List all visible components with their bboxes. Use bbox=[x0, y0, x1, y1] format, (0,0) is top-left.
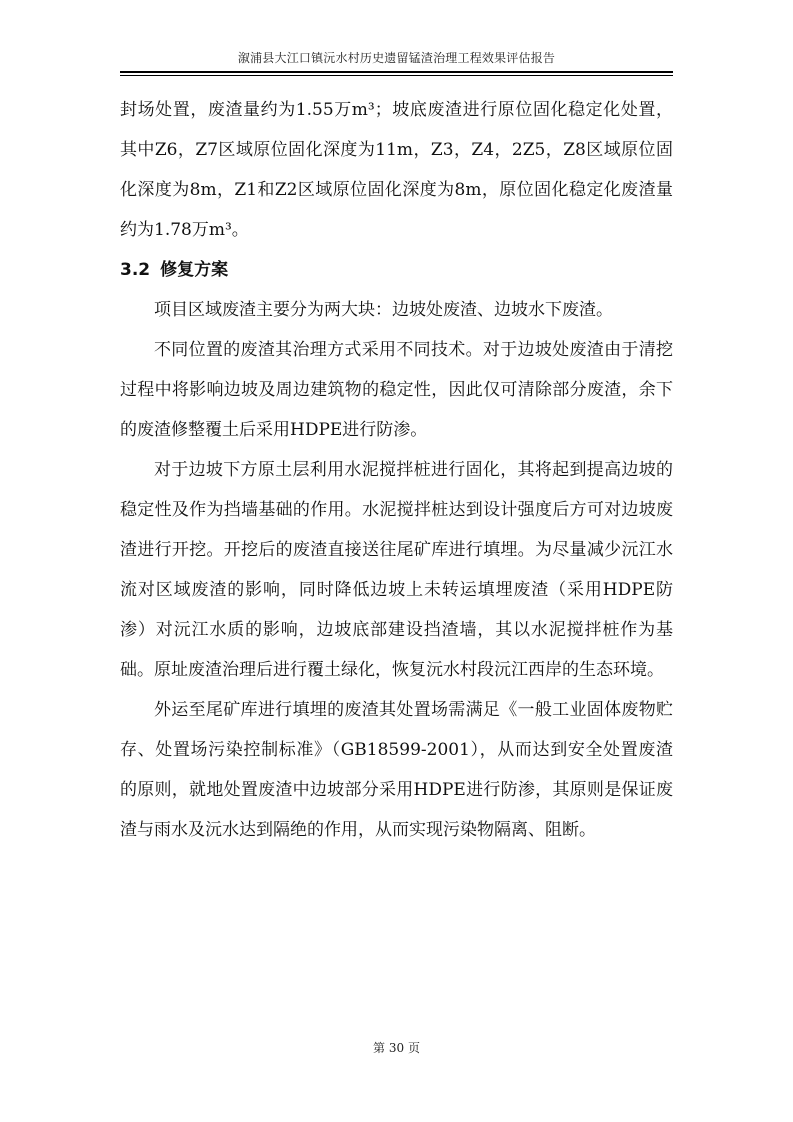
paragraph-slope-treatment: 对于边坡下方原土层利用水泥搅拌桩进行固化，其将起到提高边坡的稳定性及作为挡墙基础的作用。水泥搅拌桩达到设计强度后方可对边坡废渣进行开挖。开挖后的废渣直接送往尾矿库进行填埋。为尽量减少沅江水流对区域废渣的影响，同时降低边坡上未转运填埋废渣（采用HDPE防渗）对沅江水质的影响，边坡底部建设挡渣墙，其以水泥搅拌桩作为基础。原址废渣治理后进行覆土绿化，恢复沅水村段沅江西岸的生态环境。 bbox=[120, 460, 673, 680]
header-rule-thick bbox=[120, 71, 673, 73]
section-number: 3.2 bbox=[120, 260, 151, 280]
paragraph-disposal: 外运至尾矿库进行填埋的废渣其处置场需满足《一般工业固体废物贮存、处置场污染控制标准》（GB18599-2001），从而达到安全处置废渣的原则，就地处置废渣中边坡部分采用HDPE进行防渗，其原则是保证废渣与雨水及沅水达到隔绝的作用，从而实现污染物隔离、阻断。 bbox=[120, 700, 673, 840]
page-number: 第 30 页 bbox=[373, 1041, 420, 1055]
paragraph-overview: 项目区域废渣主要分为两大块：边坡处废渣、边坡水下废渣。 bbox=[154, 300, 613, 320]
section-heading bbox=[120, 250, 673, 290]
page-header: 溆浦县大江口镇沅水村历史遗留锰渣治理工程效果评估报告 bbox=[237, 51, 556, 65]
header-rule-thin bbox=[120, 75, 673, 76]
paragraph-continuation: 封场处置，废渣量约为1.55万m³；坡底废渣进行原位固化稳定化处置，其中Z6，Z7区域原位固化深度为11m，Z3，Z4，2Z5，Z8区域原位固化深度为8m，Z1和Z2区域原位固化深度为8m，原位固化稳定化废渣量约为1.78万m³。 bbox=[120, 100, 673, 240]
document-body bbox=[120, 90, 673, 850]
paragraph-methods: 不同位置的废渣其治理方式采用不同技术。对于边坡处废渣由于清挖过程中将影响边坡及周边建筑物的稳定性，因此仅可清除部分废渣，余下的废渣修整覆土后采用HDPE进行防渗。 bbox=[120, 340, 673, 440]
section-title: 修复方案 bbox=[160, 260, 229, 280]
